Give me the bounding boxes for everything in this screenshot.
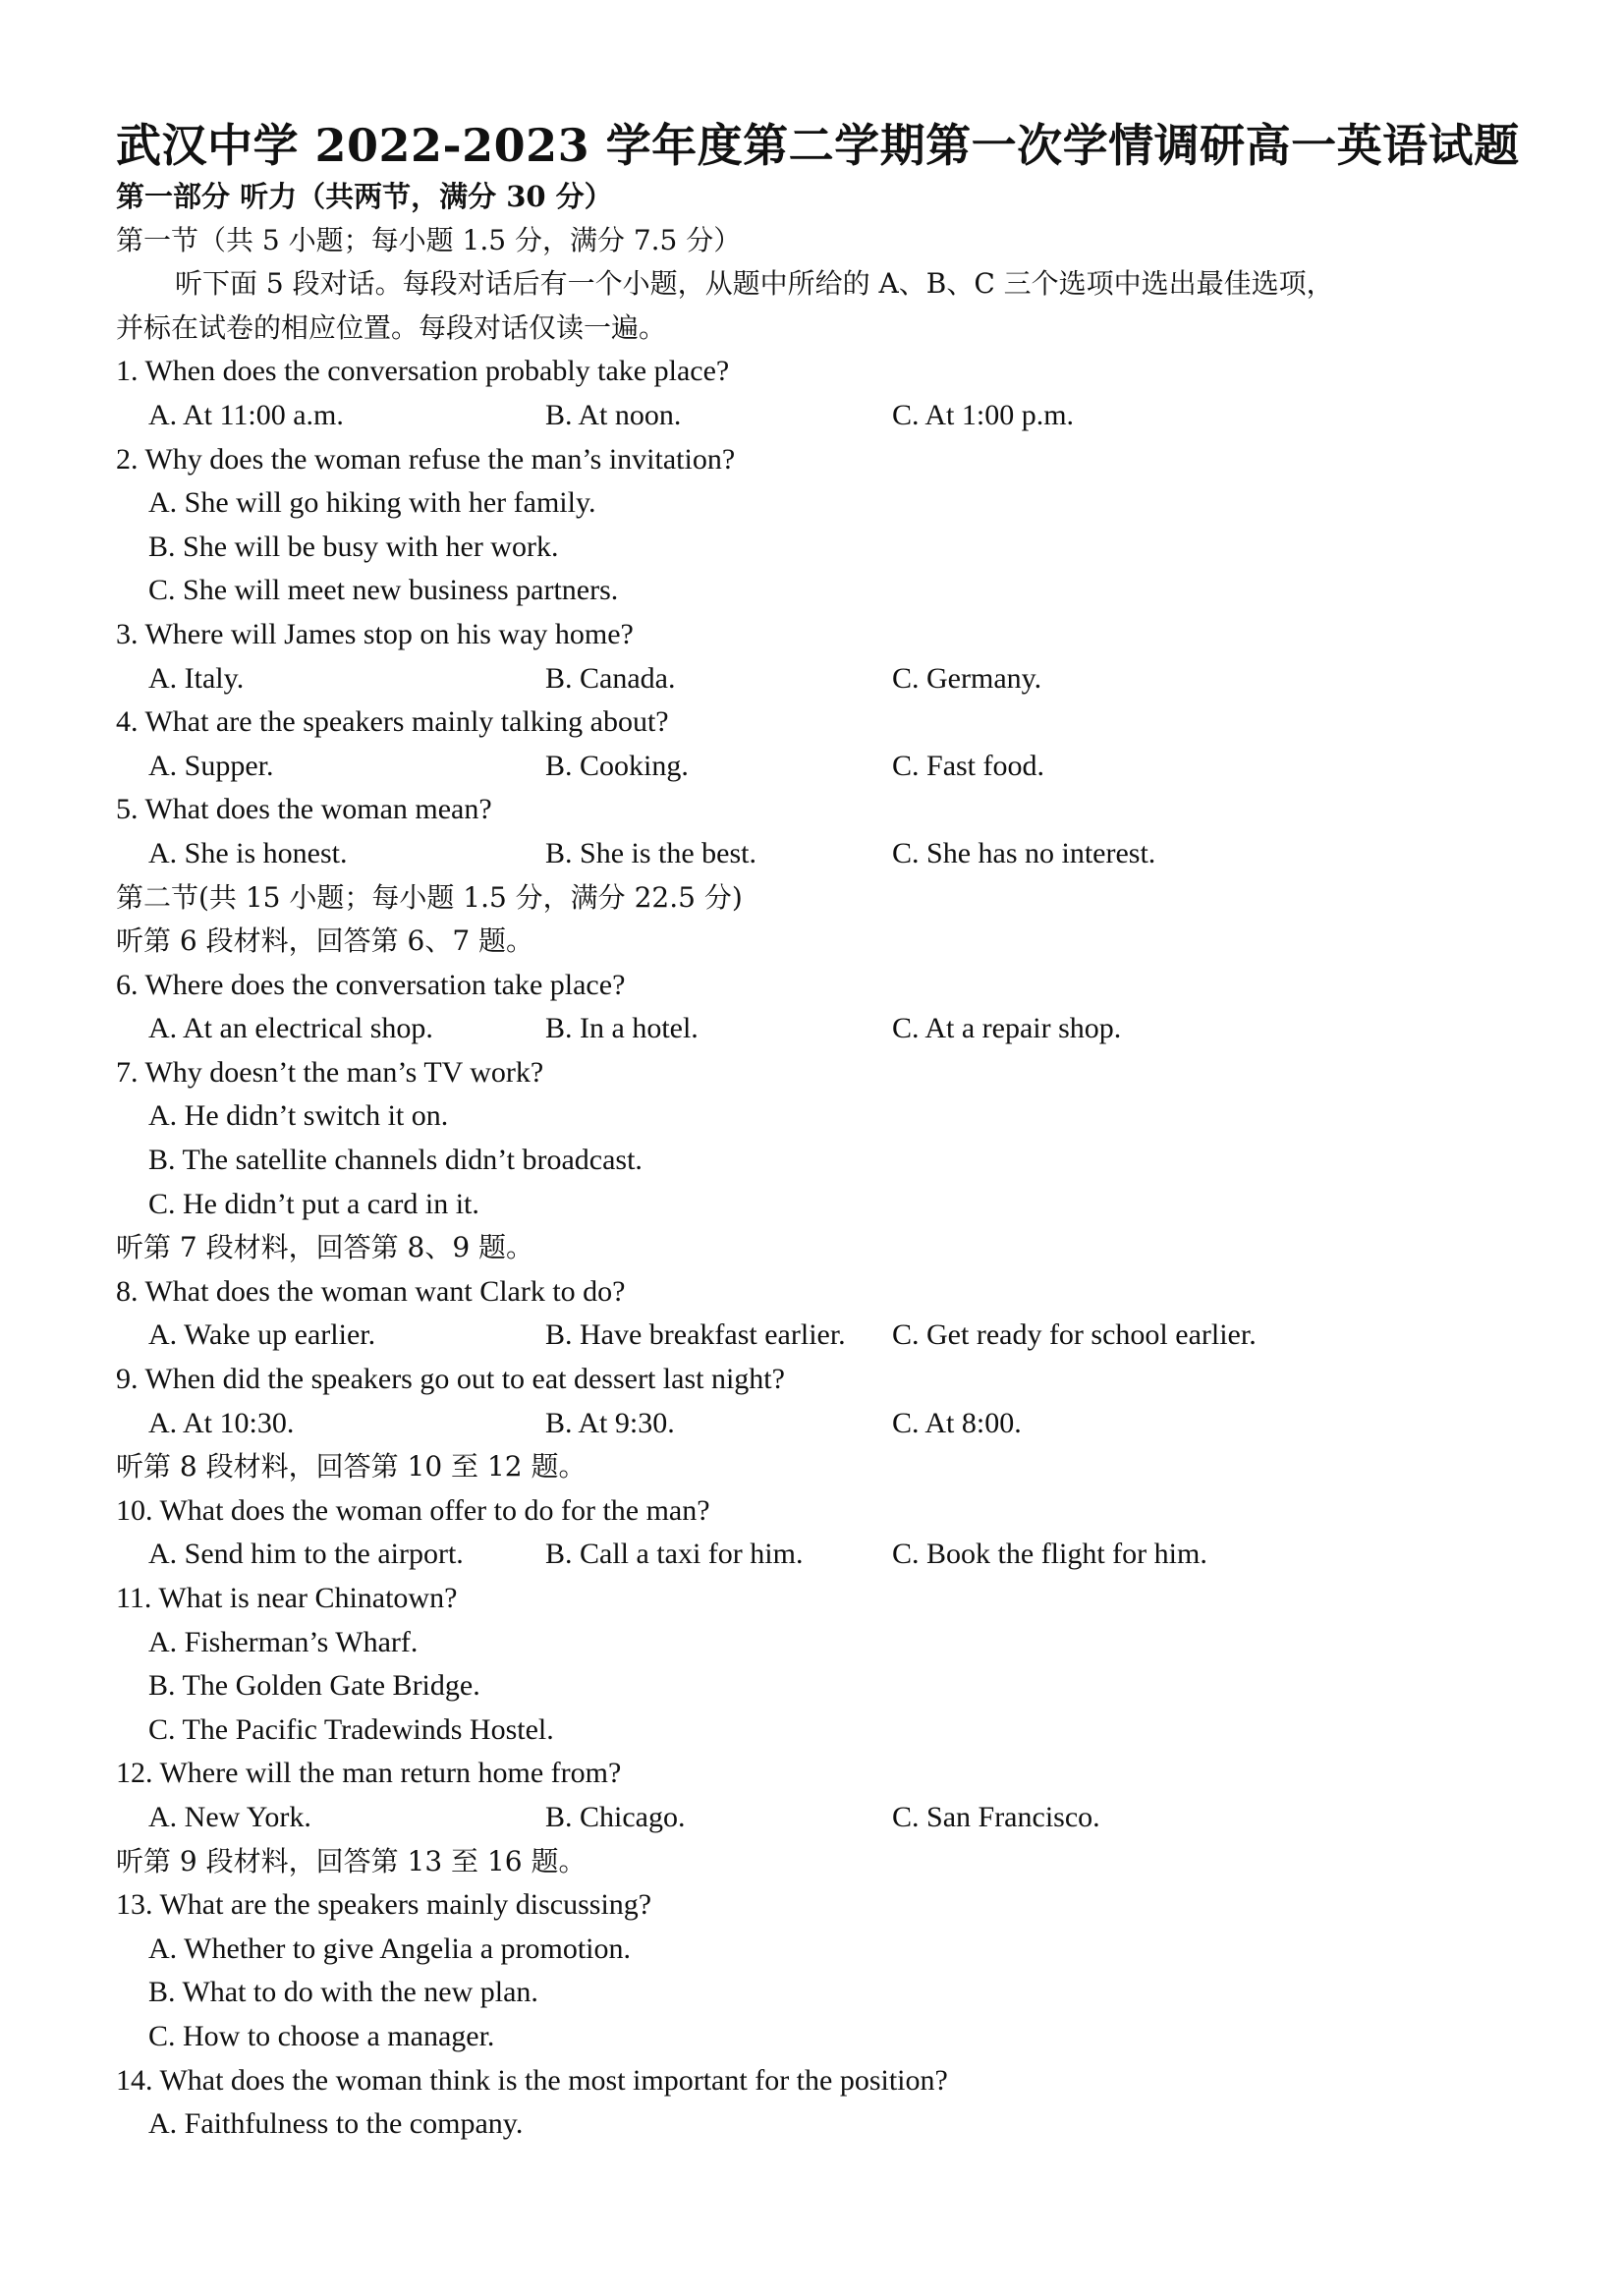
question-6-options [116, 1007, 1531, 1051]
question-9-option-a[interactable]: A. At 10:30. [148, 1406, 295, 1439]
question-11-stem: 11. What is near Chinatown? [116, 1582, 458, 1614]
question-4-options [116, 745, 1531, 789]
question-5-option-a[interactable]: A. She is honest. [148, 836, 348, 869]
section1-instructions-line2: 并标在试卷的相应位置。每段对话仅读一遍。 [116, 310, 667, 344]
question-10-option-a[interactable]: A. Send him to the airport. [148, 1538, 464, 1571]
question-8-option-c[interactable]: C. Get ready for school earlier. [892, 1318, 1257, 1352]
question-9-option-b[interactable]: B. At 9:30. [545, 1406, 675, 1439]
question-8-option-a[interactable]: A. Wake up earlier. [148, 1318, 376, 1352]
question-12-options [116, 1796, 1531, 1840]
question-7-stem: 7. Why doesn’t the man’s TV work? [116, 1055, 544, 1089]
passage-6-intro: 听第 6 段材料，回答第 6、7 题。 [116, 924, 534, 958]
question-1-option-c[interactable]: C. At 1:00 p.m. [892, 398, 1075, 431]
question-12-option-b[interactable]: B. Chicago. [545, 1800, 686, 1833]
question-11-option-a[interactable]: A. Fisherman’s Wharf. [148, 1625, 419, 1658]
question-5-option-c[interactable]: C. She has no interest. [892, 836, 1156, 869]
question-4-option-c[interactable]: C. Fast food. [892, 749, 1045, 782]
question-13-option-b[interactable]: B. What to do with the new plan. [148, 1976, 538, 2009]
question-13-stem: 13. What are the speakers mainly discussing? [116, 1888, 652, 1922]
question-3-option-c[interactable]: C. Germany. [892, 661, 1042, 695]
question-3-stem: 3. Where will James stop on his way home? [116, 617, 634, 650]
question-12-stem: 12. Where will the man return home from? [116, 1757, 622, 1790]
question-1-stem: 1. When does the conversation probably take place? [116, 355, 730, 388]
section1-instructions-line1: 听下面 5 段对话。每段对话后有一个小题，从题中所给的 A、B、C 三个选项中选出最佳选项， [175, 267, 1334, 301]
question-6-option-a[interactable]: A. At an electrical shop. [148, 1012, 433, 1045]
question-5-option-b[interactable]: B. She is the best. [545, 836, 756, 869]
question-4-stem: 4. What are the speakers mainly talking about? [116, 705, 669, 739]
passage-7-intro: 听第 7 段材料，回答第 8、9 题。 [116, 1231, 534, 1264]
question-2-option-c[interactable]: C. She will meet new business partners. [148, 574, 619, 607]
question-5-options [116, 832, 1531, 876]
question-11-option-c[interactable]: C. The Pacific Tradewinds Hostel. [148, 1712, 554, 1746]
question-8-option-b[interactable]: B. Have breakfast earlier. [545, 1318, 846, 1352]
section1-heading: 第一节（共 5 小题；每小题 1.5 分，满分 7.5 分） [116, 223, 742, 256]
question-4-option-b[interactable]: B. Cooking. [545, 749, 689, 782]
question-2-stem: 2. Why does the woman refuse the man’s invitation? [116, 442, 736, 476]
question-13-option-c[interactable]: C. How to choose a manager. [148, 2019, 495, 2052]
question-14-stem: 14. What does the woman think is the most important for the position? [116, 2063, 948, 2097]
question-7-option-c[interactable]: C. He didn’t put a card in it. [148, 1187, 479, 1220]
question-1-options [116, 394, 1531, 438]
question-11-option-b[interactable]: B. The Golden Gate Bridge. [148, 1669, 480, 1703]
question-10-option-b[interactable]: B. Call a taxi for him. [545, 1538, 804, 1571]
question-7-option-b[interactable]: B. The satellite channels didn’t broadcast. [148, 1144, 643, 1177]
part1-heading: 第一部分 听力（共两节，满分 30 分） [116, 180, 613, 213]
question-3-options [116, 657, 1531, 701]
passage-8-intro: 听第 8 段材料，回答第 10 至 12 题。 [116, 1450, 587, 1484]
question-3-option-a[interactable]: A. Italy. [148, 661, 245, 695]
question-8-options [116, 1314, 1531, 1358]
question-6-option-c[interactable]: C. At a repair shop. [892, 1012, 1122, 1045]
question-12-option-c[interactable]: C. San Francisco. [892, 1800, 1100, 1833]
question-8-stem: 8. What does the woman want Clark to do? [116, 1274, 626, 1308]
exam-title: 武汉中学 2022-2023 学年度第二学期第一次学情调研高一英语试题 [116, 119, 1520, 172]
question-3-option-b[interactable]: B. Canada. [545, 661, 676, 695]
question-6-option-b[interactable]: B. In a hotel. [545, 1012, 699, 1045]
question-9-stem: 9. When did the speakers go out to eat dessert last night? [116, 1363, 785, 1396]
question-2-option-b[interactable]: B. She will be busy with her work. [148, 530, 559, 563]
question-1-option-b[interactable]: B. At noon. [545, 398, 682, 431]
question-7-option-a[interactable]: A. He didn’t switch it on. [148, 1099, 449, 1133]
exam-page [116, 116, 1531, 2147]
question-10-options [116, 1533, 1531, 1577]
section2-heading: 第二节(共 15 小题；每小题 1.5 分，满分 22.5 分) [116, 880, 743, 914]
question-9-options [116, 1402, 1531, 1446]
question-4-option-a[interactable]: A. Supper. [148, 749, 274, 782]
question-13-option-a[interactable]: A. Whether to give Angelia a promotion. [148, 1932, 632, 1965]
question-5-stem: 5. What does the woman mean? [116, 793, 492, 826]
question-2-option-a[interactable]: A. She will go hiking with her family. [148, 486, 596, 520]
question-6-stem: 6. Where does the conversation take place? [116, 968, 626, 1001]
question-9-option-c[interactable]: C. At 8:00. [892, 1406, 1022, 1439]
passage-9-intro: 听第 9 段材料，回答第 13 至 16 题。 [116, 1844, 587, 1877]
question-10-option-c[interactable]: C. Book the flight for him. [892, 1538, 1207, 1571]
question-1-option-a[interactable]: A. At 11:00 a.m. [148, 398, 344, 431]
question-14-option-a[interactable]: A. Faithfulness to the company. [148, 2107, 524, 2141]
question-12-option-a[interactable]: A. New York. [148, 1800, 311, 1833]
question-10-stem: 10. What does the woman offer to do for the man? [116, 1493, 710, 1527]
